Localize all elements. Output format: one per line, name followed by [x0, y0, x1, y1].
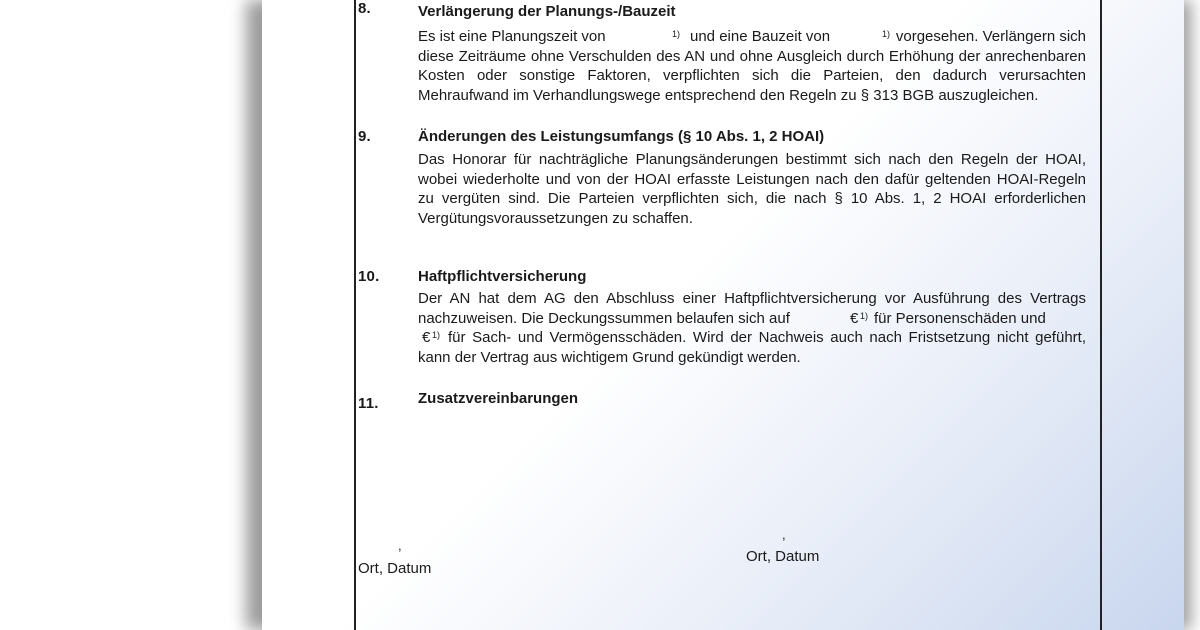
section-9-number: 9.	[358, 128, 371, 145]
section-10-line-3	[418, 328, 1086, 348]
section-10-line-2-part-a: nachzuweisen. Die Deckungssummen belaufen sich auf	[418, 309, 790, 327]
section-10-line-3-part-b: für Sach- und Vermögensschäden. Wird der Nachweis auch nach Fristsetzung nicht geführt,	[448, 329, 1086, 346]
section-11-number: 11.	[358, 395, 379, 412]
section-8-line-1-part-a: Es ist eine Planungszeit von	[418, 28, 606, 45]
section-10-title: Haftpflichtversicherung	[418, 268, 587, 285]
signature-left-label: Ort, Datum	[358, 560, 432, 577]
section-10-line-4: kann der Vertrag aus wichtigem Grund gekündigt werden.	[418, 348, 801, 366]
section-9-line-4: Vergütungsvoraussetzungen zu schaffen.	[418, 209, 693, 227]
euro-sign: €	[850, 309, 859, 327]
section-8-title: Verlängerung der Planungs-/Bauzeit	[418, 3, 676, 20]
footnote-marker: 1)	[882, 29, 891, 39]
section-9-text	[418, 150, 1086, 228]
section-10-line-2	[418, 309, 1086, 329]
section-10-text	[418, 289, 1086, 367]
section-8-line-1	[418, 27, 1086, 47]
section-10-number: 10.	[358, 268, 380, 285]
section-8-line-3: Kosten oder sonstige Faktoren, verpflichten sich die Parteien, den dadurch verursachten	[418, 67, 1086, 84]
section-8-line-1-part-b: und eine Bauzeit von	[690, 28, 831, 45]
section-8-line-4: Mehraufwand im Verhandlungswege entsprechend den Regeln zu § 313 BGB auszugleichen.	[418, 86, 1039, 104]
section-9-title: Änderungen des Leistungsumfangs (§ 10 Abs. 1, 2 HOAI)	[418, 128, 825, 145]
section-8-line-2: diese Zeiträume ohne Verschulden des AN und ohne Ausgleich durch Erhöhung der anrechenbaren	[418, 47, 1086, 65]
section-11-title: Zusatzvereinbarungen	[418, 390, 579, 407]
euro-sign: €	[422, 329, 431, 346]
signature-right-comma: ,	[782, 527, 786, 542]
section-9-line-1: Das Honorar für nachträgliche Planungsänderungen bestimmt sich nach den Regeln der HOAI,	[418, 151, 1086, 168]
signature-left-comma: ,	[398, 538, 402, 553]
section-9-line-2: wobei wiederholte und von der HOAI erfasste Leistungen nach den dafür geltenden HOAI-Regeln	[418, 170, 1086, 188]
section-10-line-1: Der AN hat dem AG den Abschluss einer Haftpflichtversicherung vor Ausführung des Vertrags	[418, 290, 1086, 307]
section-8-number: 8.	[358, 0, 371, 17]
footnote-marker: 1)	[860, 310, 869, 321]
section-8-text	[418, 27, 1086, 105]
footnote-marker: 1)	[672, 29, 681, 39]
document-page	[262, 0, 1184, 630]
section-10-line-2-part-b: für Personenschäden und	[874, 309, 1046, 327]
section-9-line-3: zu vergüten sind. Die Parteien verpflichten sich, die nach § 10 Abs. 1, 2 HOAI erforderlichen	[418, 190, 1086, 207]
section-8-line-1-part-c: vorgesehen. Verlängern sich	[895, 28, 1086, 45]
footnote-marker: 1)	[432, 330, 441, 340]
signature-right-label: Ort, Datum	[746, 548, 820, 565]
